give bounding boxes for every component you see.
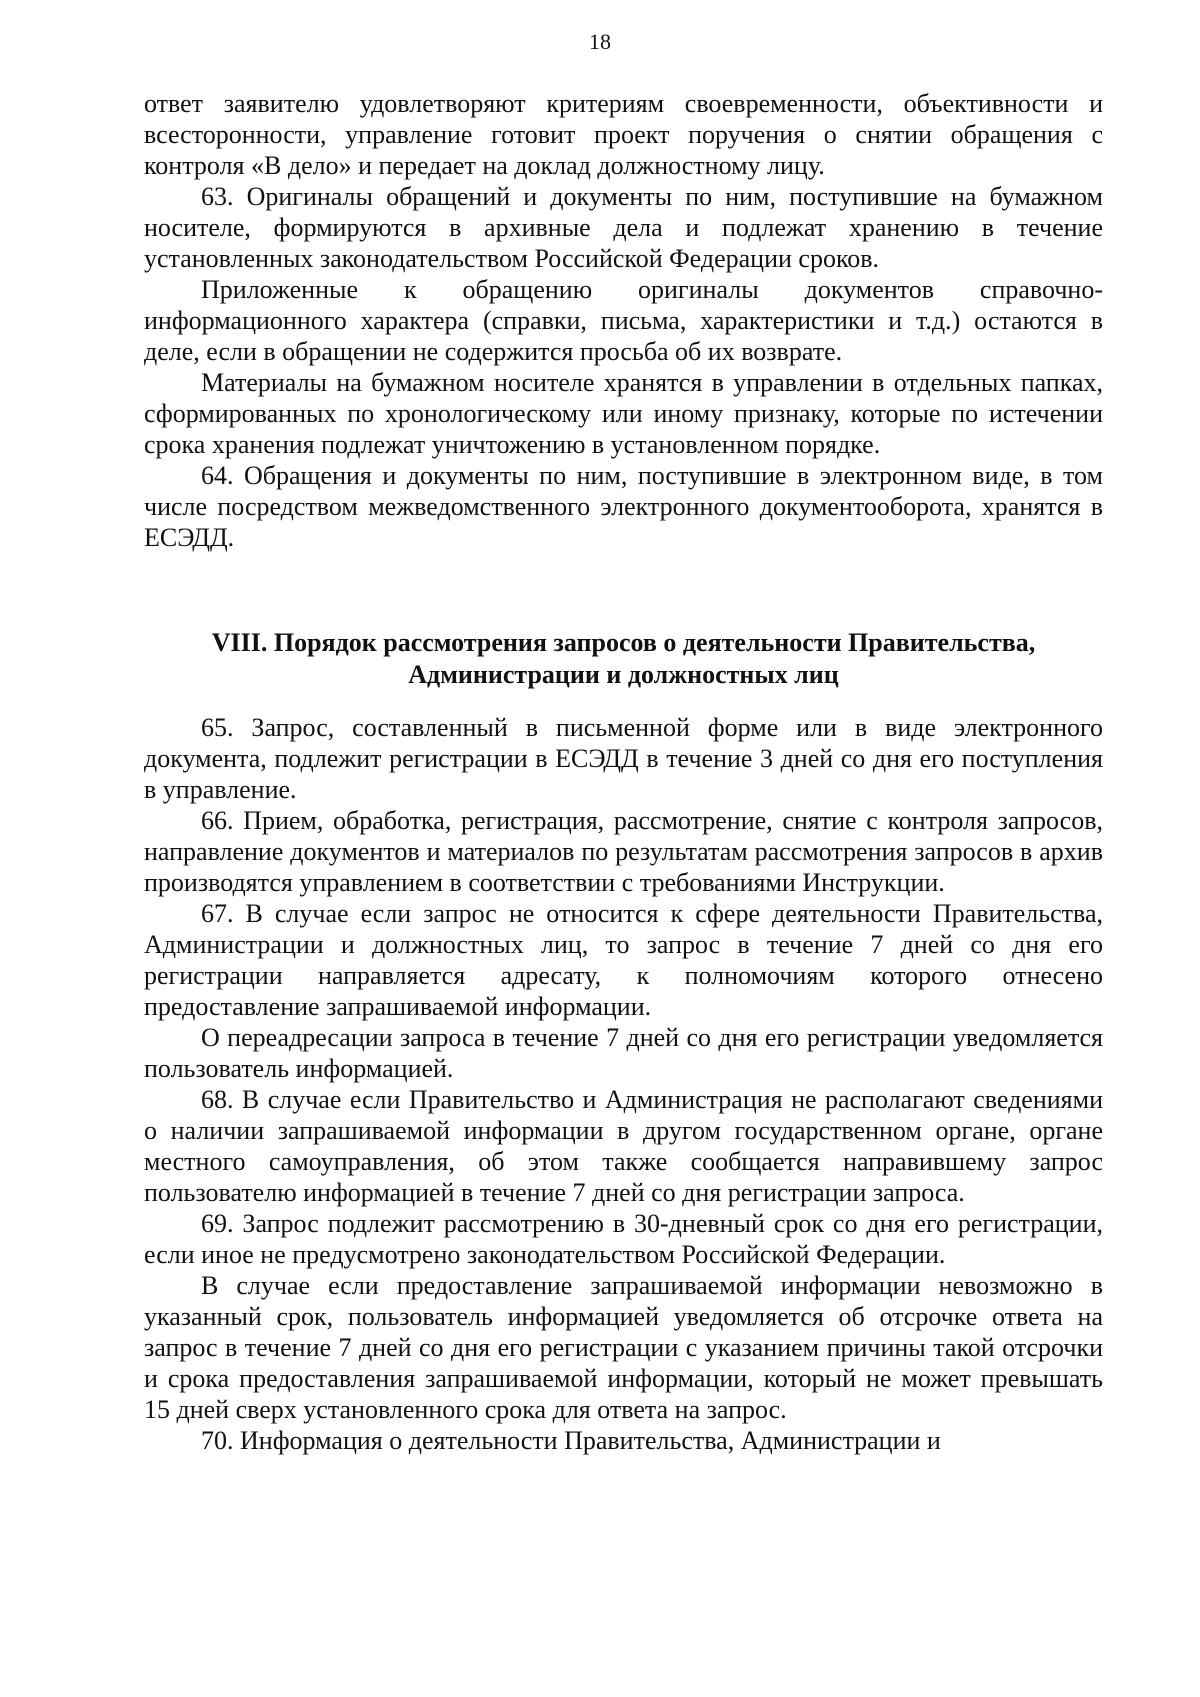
section-heading [144, 627, 1103, 691]
paragraph-63: 63. Оригиналы обращений и документы по ним, поступившие на бумажном носителе, формируются в архивные дела и подлежат хранению в течение установленных законодательством Российской Федерации сроков. [144, 182, 1103, 273]
paragraph-66: 66. Прием, обработка, регистрация, рассмотрение, снятие с контроля запросов, направление документов и материалов по результатам рассмотрения запросов в архив производятся управлением в соответствии с требованиями Инструкции. [144, 806, 1103, 897]
paragraph-68: 68. В случае если Правительство и Администрация не располагают сведениями о наличии запрашиваемой информации в другом государственном органе, органе местного самоуправления, об этом также сообщается направившему запрос пользователю информацией в течение 7 дней со дня регистрации запроса. [144, 1085, 1103, 1207]
paragraph-deferral: В случае если предоставление запрашиваемой информации невозможно в указанный срок, пользователь информацией уведомляется об отсрочке ответа на запрос в течение 7 дней со дня его регистрации с указанием причины такой отсрочки и срока предоставления запрашиваемой информации, который не может превышать 15 дней сверх установленного срока для ответа на запрос. [144, 1271, 1103, 1424]
paragraph-67: 67. В случае если запрос не относится к сфере деятельности Правительства, Администрации и должностных лиц, то запрос в течение 7 дней со дня его регистрации направляется адресату, к полномочиям которого отнесено предоставление запрашиваемой информации. [144, 899, 1103, 1021]
paragraph-65: 65. Запрос, составленный в письменной форме или в виде электронного документа, подлежит регистрации в ЕСЭДД в течение 3 дней со дня его поступления в управление. [144, 713, 1103, 804]
page-number: 18 [589, 29, 611, 54]
body-text-bottom [144, 712, 1103, 1456]
section-heading-line-1: VIII. Порядок рассмотрения запросов о деятельности Правительства, [211, 628, 1036, 657]
paragraph-70: 70. Информация о деятельности Правительства, Администрации и [201, 1426, 941, 1455]
paragraph-paper-materials: Материалы на бумажном носителе хранятся в управлении в отдельных папках, сформированных по хронологическому или иному признаку, которые по истечении срока хранения подлежат уничтожению в установленном порядке. [144, 368, 1103, 459]
paragraph-64: 64. Обращения и документы по ним, поступившие в электронном виде, в том числе посредством межведомственного электронного документооборота, хранятся в ЕСЭДД. [144, 461, 1103, 552]
paragraph-redirection: О переадресации запроса в течение 7 дней со дня его регистрации уведомляется пользователь информацией. [144, 1023, 1103, 1083]
paragraph-69: 69. Запрос подлежит рассмотрению в 30-дневный срок со дня его регистрации, если иное не предусмотрено законодательством Российской Федерации. [144, 1209, 1103, 1269]
paragraph-continuation: ответ заявителю удовлетворяют критериям своевременности, объективности и всесторонности, управление готовит проект поручения о снятии обращения с контроля «В дело» и передает на доклад должностному лицу. [144, 89, 1103, 180]
paragraph-attachments: Приложенные к обращению оригиналы документов справочно-информационного характера (справки, письма, характеристики и т.д.) остаются в деле, если в обращении не содержится просьба об их возврате. [144, 275, 1103, 366]
section-heading-line-2: Администрации и должностных лиц [408, 660, 839, 689]
body-text-top [144, 88, 1103, 553]
